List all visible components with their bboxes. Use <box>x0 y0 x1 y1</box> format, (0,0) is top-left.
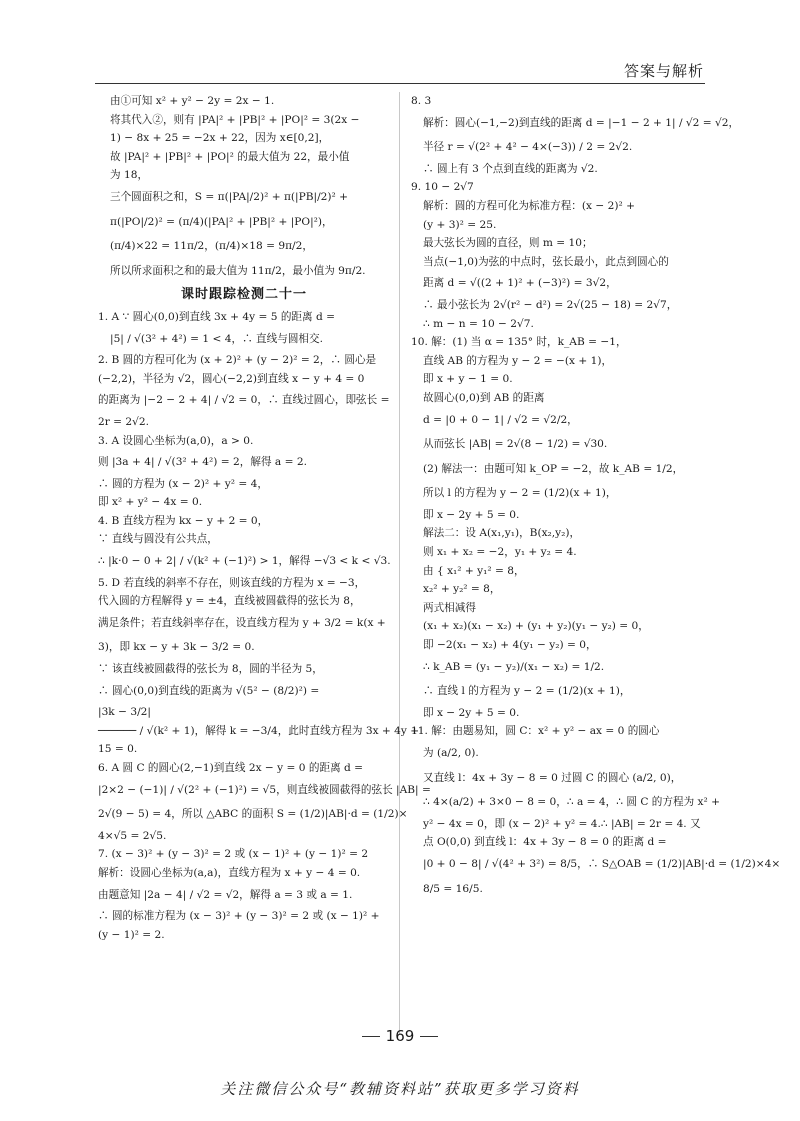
text-line: ∴ 圆心(0,0)到直线的距离为 √(5² − (8/2)²) = <box>98 684 320 697</box>
answer-11: 11. 解：由题易知，圆 C：x² + y² − ax = 0 的圆心 <box>411 725 660 738</box>
answer-4: 4. B 直线方程为 kx − y + 2 = 0， <box>98 514 269 527</box>
text-line: (y − 1)² = 2. <box>98 928 165 941</box>
text-line: 15 = 0. <box>98 743 138 756</box>
page-number-dash-right <box>420 1036 438 1037</box>
text-line: 两式相减得 <box>423 601 476 614</box>
text-line: 则 x₁ + x₂ = −2，y₁ + y₂ = 4. <box>423 546 577 559</box>
text-line: ∴ 圆的方程为 (x − 2)² + y² = 4， <box>98 477 268 490</box>
page-number-text: 169 <box>385 1027 415 1045</box>
text-line: 的距离为 |−2 − 2 + 4| / √2 = 0，∴ 直线过圆心，即弦长 = <box>98 394 390 407</box>
text-line: 即 x − 2y + 5 = 0. <box>423 508 520 521</box>
text-line: 点 O(0,0) 到直线 l：4x + 3y − 8 = 0 的距离 d = <box>423 836 667 849</box>
page-number-dash-left <box>362 1036 380 1037</box>
text-line: ∴ m − n = 10 − 2√7. <box>423 317 534 330</box>
text-line: 故 |PA|² + |PB|² + |PO|² 的最大值为 22，最小值 <box>110 150 350 163</box>
text-line: |0 + 0 − 8| / √(4² + 3²) = 8/5，∴ S△OAB = (1/2)|AB|·d = (1/2)×4× <box>423 857 781 870</box>
text-line: 代入圆的方程解得 y = ±4，直线被圆截得的弦长为 8， <box>98 595 361 608</box>
answer-10: 10. 解：(1) 当 α = 135° 时，k_AB = −1， <box>411 336 627 349</box>
text-line: 即 −2(x₁ − x₂) + 4(y₁ − y₂) = 0， <box>423 639 597 652</box>
answer-8: 8. 3 <box>411 95 432 107</box>
text-line: π(|PO|/2)² = (π/4)(|PA|² + |PB|² + |PO|²)， <box>110 215 333 228</box>
text-line: 将其代入②，则有 |PA|² + |PB|² + |PO|² = 3(2x − <box>110 113 360 126</box>
text-line: |3k − 3/2| <box>98 706 151 719</box>
text-line: 为 18， <box>110 169 149 182</box>
text-line: 由 { x₁² + y₁² = 8， <box>423 564 525 577</box>
text-line: (y + 3)² = 25. <box>423 218 497 231</box>
text-line: 满足条件；若直线斜率存在，设直线方程为 y + 3/2 = k(x + <box>98 616 386 629</box>
column-divider <box>399 92 400 1035</box>
text-line: |5| / √(3² + 4²) = 1 < 4，∴ 直线与圆相交. <box>110 332 323 345</box>
page-number <box>0 1027 800 1045</box>
text-line: (x₁ + x₂)(x₁ − x₂) + (y₁ + y₂)(y₁ − y₂) = 0， <box>423 620 649 633</box>
answer-2: 2. B 圆的方程可化为 (x + 2)² + (y − 2)² = 2，∴ 圆心是 <box>98 354 377 367</box>
text-line: 所以所求面积之和的最大值为 11π/2，最小值为 9π/2. <box>110 264 366 277</box>
text-line: 三个圆面积之和，S = π(|PA|/2)² + π(|PB|/2)² + <box>110 190 349 203</box>
text-line: 又直线 l：4x + 3y − 8 = 0 过圆 C 的圆心 (a/2, 0)， <box>423 771 682 784</box>
header-title: 答案与解析 <box>623 62 704 80</box>
text-line: ∴ 圆的标准方程为 (x − 3)² + (y − 3)² = 2 或 (x − 1)² + <box>98 910 380 923</box>
footer-note: 关注微信公众号“教辅资料站”获取更多学习资料 <box>220 1080 580 1098</box>
text-line: 由①可知 x² + y² − 2y = 2x − 1. <box>110 95 275 107</box>
text-line: 解析：圆心(−1,−2)到直线的距离 d = |−1 − 2 + 1| / √2 = √2， <box>423 116 740 129</box>
answer-3: 3. A 设圆心坐标为(a,0)，a > 0. <box>98 434 254 447</box>
header-rule <box>95 83 705 84</box>
text-line: 8/5 = 16/5. <box>423 882 483 895</box>
text-line: ∴ 直线 l 的方程为 y − 2 = (1/2)(x + 1)， <box>423 685 631 698</box>
text-line: 半径 r = √(2² + 4² − 4×(−3)) / 2 = 2√2. <box>423 141 633 154</box>
text-line: 距离 d = √((2 + 1)² + (−3)²) = 3√2， <box>423 277 617 290</box>
text-line: 从而弦长 |AB| = 2√(8 − 1/2) = √30. <box>423 438 608 451</box>
answer-5: 5. D 若直线的斜率不存在，则该直线的方程为 x = −3， <box>98 576 366 589</box>
text-line: ∴ 4×(a/2) + 3×0 − 8 = 0，∴ a = 4，∴ 圆 C 的方程为 x² + <box>423 796 720 809</box>
text-line: 直线 AB 的方程为 y − 2 = −(x + 1)， <box>423 354 613 367</box>
text-line: ∴ 最小弦长为 2√(r² − d²) = 2√(25 − 18) = 2√7， <box>423 298 678 311</box>
text-line: 即 x + y − 1 = 0. <box>423 373 513 386</box>
answer-9: 9. 10 − 2√7 <box>411 181 474 194</box>
text-line: 即 x − 2y + 5 = 0. <box>423 706 520 719</box>
text-line: 1) − 8x + 25 = −2x + 22，因为 x∈[0,2]， <box>110 132 330 145</box>
text-line: ∴ 圆上有 3 个点到直线的距离为 √2. <box>423 162 598 175</box>
text-line: 2√(9 − 5) = 4，所以 △ABC 的面积 S = (1/2)|AB|·d = (1/2)× <box>98 808 408 821</box>
text-line: ∵ 该直线被圆截得的弦长为 8，圆的半径为 5， <box>98 663 323 676</box>
text-line: (−2,2)，半径为 √2，圆心(−2,2)到直线 x − y + 4 = 0 <box>98 372 365 385</box>
text-line: ∴ k_AB = (y₁ − y₂)/(x₁ − x₂) = 1/2. <box>423 660 605 673</box>
text-line: 则 |3a + 4| / √(3² + 4²) = 2，解得 a = 2. <box>98 456 307 469</box>
text-line: ∴ |k·0 − 0 + 2| / √(k² + (−1)²) > 1，解得 −√3 < k < √3. <box>98 555 391 568</box>
text-line: 4×√5 = 2√5. <box>98 829 167 842</box>
section-title: 课时跟踪检测二十一 <box>180 287 307 303</box>
text-line: x₂² + y₂² = 8， <box>423 583 501 596</box>
text-line: 最大弦长为圆的直径，则 m = 10； <box>423 237 593 250</box>
answer-7: 7. (x − 3)² + (y − 3)² = 2 或 (x − 1)² + (y − 1)² = 2 <box>98 848 369 861</box>
text-line: d = |0 + 0 − 1| / √2 = √2/2， <box>423 413 578 426</box>
text-line: 由题意知 |2a − 4| / √2 = √2，解得 a = 3 或 a = 1. <box>98 888 353 901</box>
text-line: 3)，即 kx − y + 3k − 3/2 = 0. <box>98 641 255 654</box>
text-line: 所以 l 的方程为 y − 2 = (1/2)(x + 1)， <box>423 487 617 500</box>
text-line: 即 x² + y² − 4x = 0. <box>98 496 203 509</box>
text-line: ────── / √(k² + 1)，解得 k = −3/4，此时直线方程为 3x + 4y + <box>98 724 420 737</box>
text-line: |2×2 − (−1)| / √(2² + (−1)²) = √5，则直线被圆截得的弦长 |AB| = <box>98 783 431 796</box>
text-line: 解法二：设 A(x₁,y₁)，B(x₂,y₂)， <box>423 527 581 540</box>
text-line: 故圆心(0,0)到 AB 的距离 <box>423 391 545 404</box>
answer-6: 6. A 圆 C 的圆心(2,−1)到直线 2x − y = 0 的距离 d = <box>98 762 364 774</box>
text-line: 解析：设圆心坐标为(a,a)，直线方程为 x + y − 4 = 0. <box>98 866 361 879</box>
answer-1: 1. A ∵ 圆心(0,0)到直线 3x + 4y = 5 的距离 d = <box>98 310 335 323</box>
right-column <box>411 92 781 901</box>
text-line: 解析：圆的方程可化为标准方程：(x − 2)² + <box>423 199 635 212</box>
text-line: ∵ 直线与圆没有公共点， <box>98 533 218 546</box>
text-line: (π/4)×22 = 11π/2，(π/4)×18 = 9π/2， <box>110 240 313 253</box>
text-line: 2r = 2√2. <box>98 415 150 428</box>
text-line: y² − 4x = 0，即 (x − 2)² + y² = 4.∴ |AB| = 2r = 4. 又 <box>423 817 701 830</box>
text-line: 为 (a/2, 0). <box>423 747 479 759</box>
text-line: (2) 解法一：由题可知 k_OP = −2，故 k_AB = 1/2， <box>423 462 684 475</box>
text-line: 当点(−1,0)为弦的中点时，弦长最小，此点到圆心的 <box>423 255 669 268</box>
